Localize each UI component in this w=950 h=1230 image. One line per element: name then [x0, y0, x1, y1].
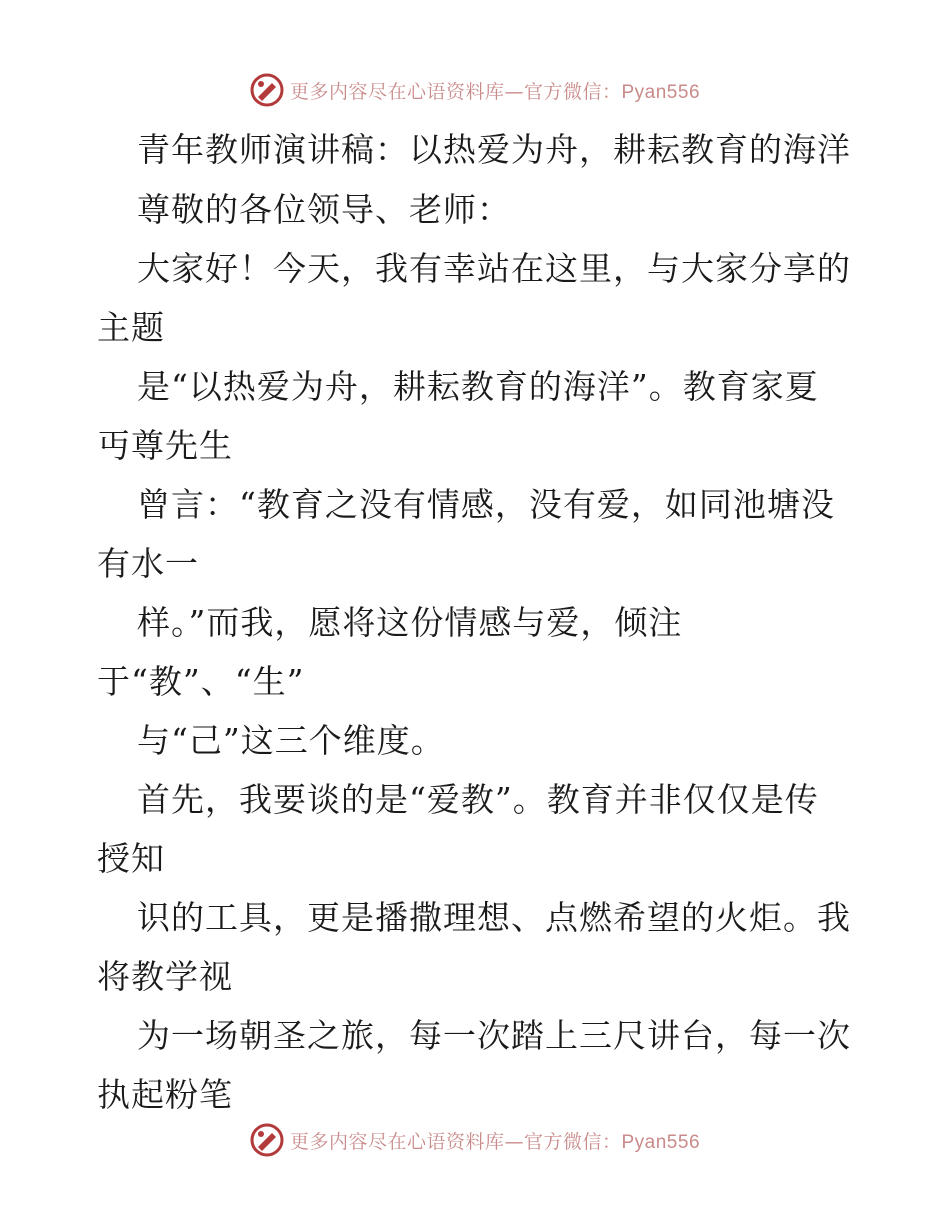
paragraph-line: 识的工具，更是播撒理想、点燃希望的火炬。我 [137, 898, 851, 937]
paragraph-line: 曾言：“教育之没有情感，没有爱，如同池塘没 [137, 485, 835, 524]
paragraph-line: 首先，我要谈的是“爱教”。教育并非仅仅是传 [137, 780, 819, 819]
paragraph-line: 大家好！今天，我有幸站在这里，与大家分享的 [137, 249, 851, 288]
paragraph-line: 将教学视 [97, 957, 233, 996]
paragraph-line: 执起粉笔 [97, 1075, 233, 1114]
salutation-line: 尊敬的各位领导、老师： [137, 190, 511, 229]
watermark-group [250, 1123, 700, 1157]
paragraph-line: 为一场朝圣之旅，每一次踏上三尺讲台，每一次 [137, 1016, 851, 1055]
watermark-label: 更多内容尽在心语资料库—官方微信： [289, 1130, 622, 1153]
watermark-text [290, 1127, 700, 1154]
paragraph-line: 有水一 [97, 544, 199, 583]
footer-watermark [0, 1120, 950, 1160]
brand-logo-icon [250, 73, 284, 107]
document-title: 青年教师演讲稿：以热爱为舟，耕耘教育的海洋 [137, 130, 851, 169]
brand-logo-icon [250, 1123, 284, 1157]
paragraph-line: 授知 [97, 839, 165, 878]
paragraph-line: 样。”而我，愿将这份情感与爱，倾注 [137, 603, 683, 642]
watermark-group [250, 73, 700, 107]
watermark-text [290, 77, 700, 104]
watermark-label: 更多内容尽在心语资料库—官方微信： [289, 80, 622, 103]
paragraph-line: 是“以热爱为舟，耕耘教育的海洋”。教育家夏 [137, 367, 819, 406]
paragraph-line: 主题 [97, 308, 165, 347]
paragraph-line: 丏尊先生 [97, 426, 233, 465]
watermark-wechat-id: Pyan556 [621, 81, 701, 103]
paragraph-line: 于“教”、“生” [97, 662, 305, 701]
header-watermark [0, 70, 950, 110]
paragraph-line: 与“己”这三个维度。 [137, 721, 445, 760]
watermark-wechat-id: Pyan556 [621, 1131, 701, 1153]
